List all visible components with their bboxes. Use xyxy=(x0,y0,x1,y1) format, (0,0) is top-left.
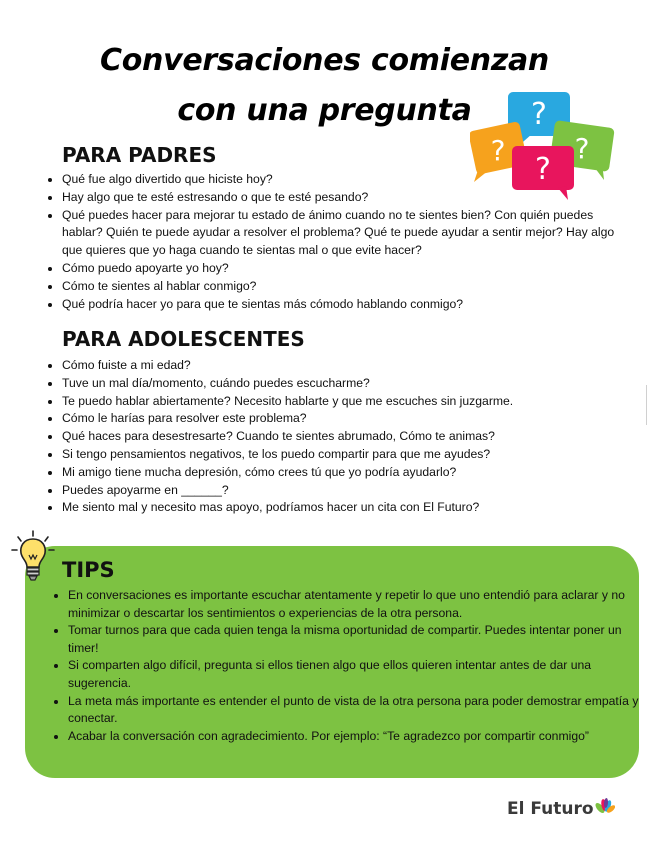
list-item: • Hay algo que te esté estresando o que te esté pesando? xyxy=(62,189,632,207)
padres-heading: PARA PADRES xyxy=(62,143,217,167)
list-item: • Qué fue algo divertido que hiciste hoy? xyxy=(62,171,632,189)
logo-text: El Futuro xyxy=(507,799,594,819)
adolescentes-heading: PARA ADOLESCENTES xyxy=(62,327,305,351)
title-line-1: Conversaciones comienzan xyxy=(100,43,549,78)
padres-question-list xyxy=(46,171,632,313)
list-item: • Qué haces para desestresarte? Cuando te sientes abrumado, Cómo te animas? xyxy=(62,428,632,446)
list-item: • Puedes apoyarme en ______? xyxy=(62,482,632,500)
tips-heading: TIPS xyxy=(62,558,115,582)
page-edge-divider xyxy=(646,385,647,425)
list-item: • Cómo le harías para resolver este problema? xyxy=(62,410,632,428)
el-futuro-logo xyxy=(507,796,617,826)
list-item: • Acabar la conversación con agradecimiento. Por ejemplo: “Te agradezco por compartir conmigo” xyxy=(68,728,640,746)
list-item: • Si comparten algo difícil, pregunta si ellos tienen algo que ellos quieren intentar antes de dar una sugerencia. xyxy=(68,657,640,692)
list-item: • La meta más importante es entender el punto de vista de la otra persona para poder demostrar empatía y conectar. xyxy=(68,693,640,728)
list-item: • Tuve un mal día/momento, cuándo puedes escucharme? xyxy=(62,375,632,393)
list-item: • Si tengo pensamientos negativos, te los puedo compartir para que me ayudes? xyxy=(62,446,632,464)
flower-logo-icon xyxy=(593,796,615,818)
title-line-2: con una pregunta xyxy=(177,93,472,128)
tips-list xyxy=(52,587,640,745)
list-item: • Me siento mal y necesito mas apoyo, podríamos hacer un cita con El Futuro? xyxy=(62,499,632,517)
list-item: • Mi amigo tiene mucha depresión, cómo crees tú que yo podría ayudarlo? xyxy=(62,464,632,482)
list-item: • Cómo puedo apoyarte yo hoy? xyxy=(62,260,632,278)
lightbulb-icon xyxy=(10,530,56,582)
svg-text:?: ? xyxy=(531,97,547,132)
list-item: • Qué puedes hacer para mejorar tu estado de ánimo cuando no te sientes bien? Con quién puedes hablar? Quién te puede ayudar a resolver el problema? Qué te puede ayudar a sentir mejor? Hay algo que quieres que yo haga cuando te sientas mal o que evite hacer? xyxy=(62,207,632,260)
adolescentes-question-list xyxy=(46,357,632,517)
svg-text:?: ? xyxy=(490,134,506,167)
list-item: • En conversaciones es importante escuchar atentamente y repetir lo que uno entendió para aclarar y no minimizar o descartar los sentimientos o experiencias de la otra persona. xyxy=(68,587,640,622)
list-item: • Te puedo hablar abiertamente? Necesito hablarte y que me escuches sin juzgarme. xyxy=(62,393,632,411)
list-item: • Cómo fuiste a mi edad? xyxy=(62,357,632,375)
list-item: • Qué podría hacer yo para que te sientas más cómodo hablando conmigo? xyxy=(62,296,632,314)
list-item: • Cómo te sientes al hablar conmigo? xyxy=(62,278,632,296)
svg-text:?: ? xyxy=(535,152,551,187)
svg-text:?: ? xyxy=(574,132,590,165)
list-item: • Tomar turnos para que cada quien tenga la misma oportunidad de compartir. Puedes intentar poner un timer! xyxy=(68,622,640,657)
